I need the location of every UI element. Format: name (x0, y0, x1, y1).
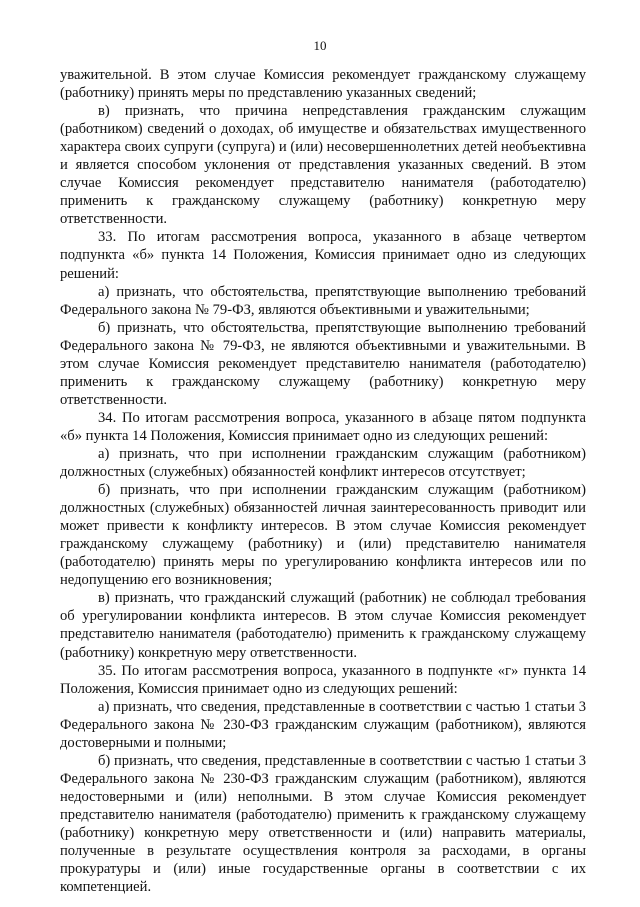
paragraph: б) признать, что обстоятельства, препятствующие выполнению требований Федерального закона № 79-ФЗ, не являются объективными и уважительными. В этом случае Комиссия рекомендует представителю нанимателя (работодателю) применить к гражданскому служащему (работнику) конкретную меру ответственности. (60, 319, 586, 408)
paragraph: а) признать, что обстоятельства, препятствующие выполнению требований Федерального закона № 79-ФЗ, являются объективными и уважительными; (60, 283, 586, 318)
paragraph: а) признать, что при исполнении гражданским служащим (работником) должностных (служебных) обязанностей конфликт интересов отсутствует; (60, 445, 586, 481)
paragraph: б) признать, что сведения, представленные в соответствии с частью 1 статьи 3 Федерального закона № 230-ФЗ гражданским служащим (работником), являются недостоверными и (или) неполными. В этом случае Комиссия рекомендует представителю нанимателя (работодателю) применить к гражданскому служащему (работнику) конкретную меру ответственности и (или) направить материалы, полученные в результате осуществления контроля за расходами, в органы прокуратуры и (или) иные государственные органы в соответствии с их компетенцией. (60, 752, 586, 896)
page-number: 10 (313, 38, 327, 53)
paragraph: в) признать, что гражданский служащий (работник) не соблюдал требования об урегулировании конфликта интересов. В этом случае Комиссия рекомендует представителю нанимателя (работодателю) применить к гражданскому служащему (работнику) конкретную меру ответственности. (60, 590, 586, 661)
paragraph: в) признать, что причина непредставления гражданским служащим (работником) сведений о доходах, об имуществе и обязательствах имущественного характера своих супруги (супруга) и (или) несовершеннолетних детей необъективна и является способом уклонения от представления указанных сведений. В этом случае Комиссия рекомендует представителю нанимателя (работодателю) применить к гражданскому служащему (работнику) конкретную меру ответственности. (60, 103, 586, 228)
paragraph: 33. По итогам рассмотрения вопроса, указанного в абзаце четвертом подпункта «б» пункта 14 Положения, Комиссия принимает одно из следующих решений: (60, 229, 586, 282)
paragraph: б) признать, что при исполнении гражданским служащим (работником) должностных (служебных) обязанностей личная заинтересованность приводит или может привести к конфликту интересов. В этом случае Комиссия рекомендует гражданскому служащему (работнику) и (или) представителю нанимателя (работодателю) принять меры по урегулированию конфликта интересов или по недопущению его возникновения; (60, 482, 586, 589)
paragraph: а) признать, что сведения, представленные в соответствии с частью 1 статьи 3 Федерального закона № 230-ФЗ гражданским служащим (работником), являются достоверными и полными; (60, 698, 586, 751)
paragraph: 35. По итогам рассмотрения вопроса, указанного в подпункте «г» пункта 14 Положения, Комиссия принимает одно из следующих решений: (60, 662, 586, 697)
document-body (60, 66, 586, 896)
paragraph: 34. По итогам рассмотрения вопроса, указанного в абзаце пятом подпункта «б» пункта 14 Положения, Комиссия принимает одно из следующих решений: (60, 409, 586, 444)
paragraph: уважительной. В этом случае Комиссия рекомендует гражданскому служащему (работнику) принять меры по представлению указанных сведений; (60, 67, 586, 102)
